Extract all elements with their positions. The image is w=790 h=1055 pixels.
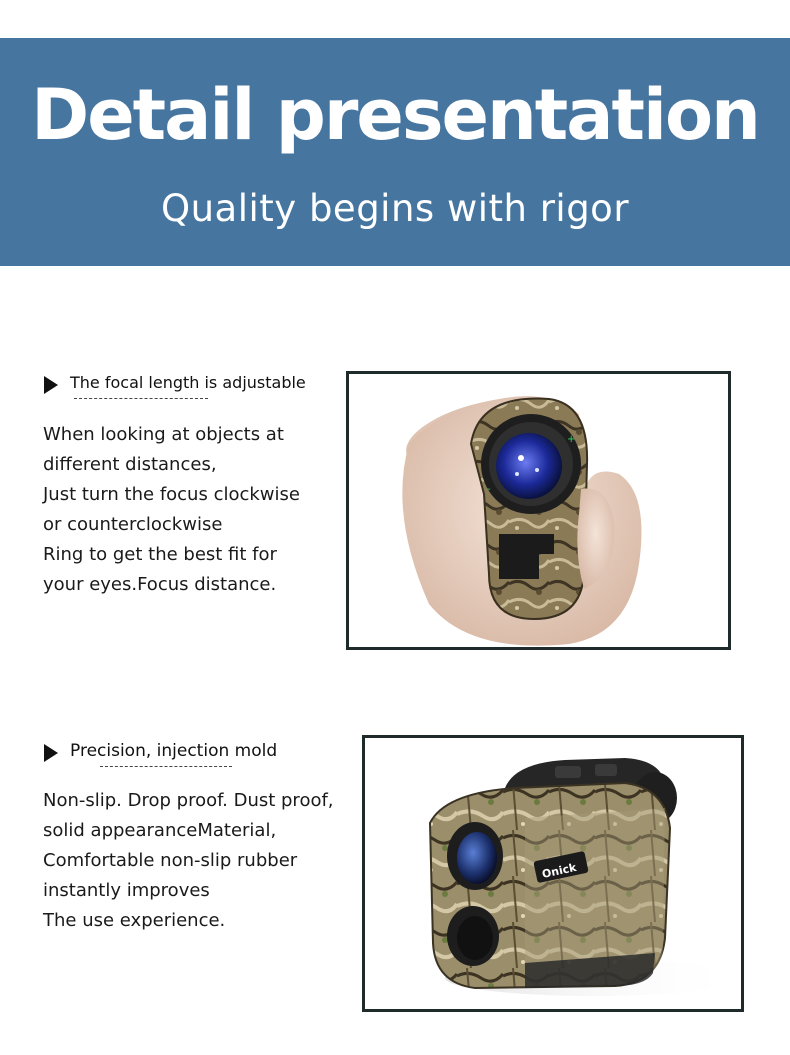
feature-heading-text: The focal length is adjustable xyxy=(70,373,306,392)
header-banner xyxy=(0,38,790,266)
description-line: your eyes.Focus distance. xyxy=(43,574,277,595)
description-line: Non-slip. Drop proof. Dust proof, xyxy=(43,790,334,811)
description-line: or counterclockwise xyxy=(43,514,223,535)
rangefinder-product-image xyxy=(365,738,741,1009)
description-line: solid appearanceMaterial, xyxy=(43,820,277,841)
description-line: The use experience. xyxy=(43,910,226,931)
feature-description xyxy=(43,420,300,600)
svg-text:+: + xyxy=(567,434,576,445)
description-line: Ring to get the best fit for xyxy=(43,544,277,565)
feature-heading xyxy=(70,741,277,761)
feature-heading-row xyxy=(44,373,306,394)
dashed-underline xyxy=(74,398,208,399)
play-bullet-icon xyxy=(44,744,58,762)
description-line: Comfortable non-slip rubber xyxy=(43,850,298,871)
dashed-underline xyxy=(100,766,232,767)
product-image-frame xyxy=(362,735,744,1012)
feature-heading-row xyxy=(44,741,277,762)
feature-heading xyxy=(70,373,306,392)
feature-heading-text: Precision, injection mold xyxy=(70,741,278,761)
brand-label: Onick xyxy=(540,860,578,881)
description-line: different distances, xyxy=(43,454,217,475)
description-line: When looking at objects at xyxy=(43,424,284,445)
play-bullet-icon xyxy=(44,376,58,394)
page-subtitle: Quality begins with rigor xyxy=(160,187,630,230)
page-title: Detail presentation xyxy=(31,74,759,156)
hand-holding-rangefinder-image xyxy=(349,374,728,647)
svg-text:-: - xyxy=(487,484,491,495)
description-line: Just turn the focus clockwise xyxy=(43,484,300,505)
description-line: instantly improves xyxy=(43,880,210,901)
product-image-frame xyxy=(346,371,731,650)
feature-description xyxy=(43,786,334,936)
